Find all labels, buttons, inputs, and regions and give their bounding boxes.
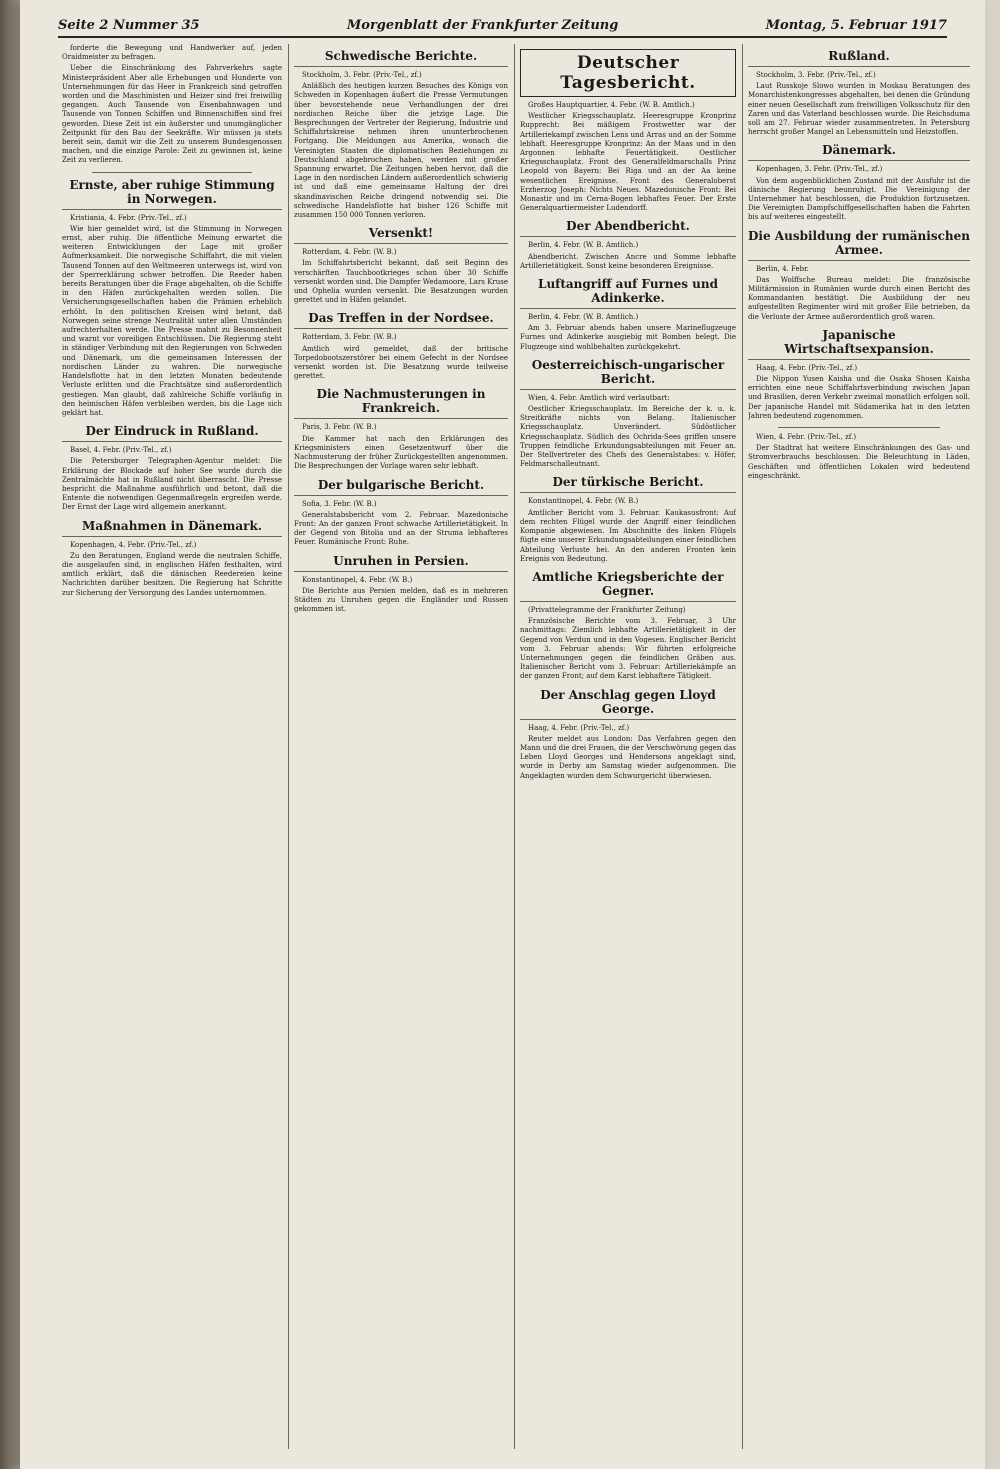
article-body: Die Berichte aus Persien melden, daß es in mehreren Städten zu Unruhen gegen die Engländer und Russen gekommen ist. [294,586,508,614]
article-lead: Kristiania, 4. Febr. (Priv.-Tel., zf.) [70,213,187,222]
article-headline: Der Abendbericht. [520,219,736,237]
article-headline: Die Ausbildung der rumänischen Armee. [748,229,970,261]
article-headline: Der türkische Bericht. [520,475,736,493]
article [748,143,970,222]
article-lead: Wien, 4. Febr. (Priv.-Tel., zf.) [756,433,857,442]
article-body: Zu den Beratungen, England werde die neutralen Schiffe, die ausgelaufen sind, in englischen Häfen festhalten, wird amtlich erklärt, daß die dänischen Reedereien keine Nachrichten darüber besitzen. Die Regierung hat Schritte zur Sicherung der Versorgung des Landes unternommen. [62,551,282,597]
header-masthead: Morgenblatt der Frankfurter Zeitung [346,17,619,33]
article-lead: Rotterdam, 4. Febr. (W. B.) [302,248,397,257]
article-lead: Berlin, 4. Febr. [756,264,809,273]
article-lead: Kopenhagen, 4. Febr. (Priv.-Tel., zf.) [70,540,197,549]
article-headline: Der Anschlag gegen Lloyd George. [520,688,736,720]
article-body: Die Nippon Yusen Kaisha und die Osaka Shosen Kaisha errichten eine neue Schiffahrtsverbindung zwischen Japan und Brasilien, deren Verkehr zweimal monatlich erfolgen soll. Der japanische Handel mit Südamerika hat in den letzten Jahren bedeutend zugenommen. [748,375,970,420]
article [748,328,970,421]
article [520,219,736,271]
article-headline: Unruhen in Persien. [294,554,508,572]
article-headline: Versenkt! [294,226,508,244]
article-body: Amtlich wird gemeldet, daß der britische Torpedobootszerstörer bei einem Gefecht in der Nordsee versenkt worden ist. Die Besatzung wurde teilweise gerettet. [294,344,508,381]
article-body: Oestlicher Kriegsschauplatz. Im Bereiche der k. u. k. Streitkräfte nichts von Belang. Italienischer Kriegsschauplatz. Unverändert. Südöstlicher Kriegsschauplatz. Südlich des Ochrida-Sees griffen unsere Truppen feindliche Erkundungsabteilungen mit Feuer an. Der Stellvertreter des Chefs des Generalstabes: v. Höfer, Feldmarschalleutnant. [520,405,736,469]
article [62,178,282,418]
article-headline: Dänemark. [748,143,970,161]
article [520,570,736,682]
header-date: Montag, 5. Februar 1917 [765,17,947,33]
article-lead: Haag, 4. Febr. (Priv.-Tel., zf.) [528,723,630,732]
article-body: Im Schiffahrtsbericht bekannt, daß seit Beginn des verschärften Tauchbootkrieges schon über 30 Schiffe versenkt worden sind. Die Dampfer Wedamoore, Lars Kruse und Ophelia wurden versenkt. Die Besatzungen wurden gerettet und in Häfen gelandet. [294,259,508,305]
article [520,49,736,213]
article-headline: Der Eindruck in Rußland. [62,424,282,442]
article-headline: Japanische Wirtschaftsexpansion. [748,328,970,360]
article-body: Am 3. Februar abends haben unsere Marineflugzeuge Furnes und Adinkerke ausgiebig mit Bomben belegt. Die Flugzeuge sind wohlbehalten zurückgekehrt. [520,324,736,351]
article-lead: Wien, 4. Febr. Amtlich wird verlautbart: [528,393,670,402]
article-lead: Sofia, 3. Febr. (W. B.) [302,499,377,508]
article-divider [92,172,252,173]
article-headline: Das Treffen in der Nordsee. [294,311,508,329]
article-headline: Oesterreichisch-ungarischer Bericht. [520,358,736,390]
article-headline: Schwedische Berichte. [294,49,508,67]
newspaper-page [20,0,985,1469]
article-body: Von dem augenblicklichen Zustand mit der Ausfuhr ist die dänische Regierung beunruhigt. Die Vereinigung der Unternehmer hat beschlossen, die Produktion fortzusetzen. Die Vereinigten Dampfschiffgesellschaften haben die Fahrten bis auf weiteres eingestellt. [748,176,970,222]
article-lead: Berlin, 4. Febr. (W. B. Amtlich.) [528,241,639,250]
article-lead: Stockholm, 3. Febr. (Priv.-Tel., zf.) [302,71,422,79]
header-page-number: Seite 2 Nummer 35 [58,17,200,33]
column-4 [748,44,970,1449]
article-lead: (Privattelegramme der Frankfurter Zeitung) [528,605,686,614]
article-lead: Paris, 3. Febr. (W. B.) [302,423,377,432]
article [520,277,736,352]
article-lead: Großes Hauptquartier, 4. Febr. (W. B. Amtlich.) [528,101,695,109]
article-body: Ueber die Einschränkung des Fahrverkehrs sagte Ministerpräsident Aber alle Erhebungen und Hunderte von Unternehmungen für das Heer in Frankreich sind getroffen worden und die Maschinisten und Heizer sind frei freiwillig gegangen. Auch Tausende von Eisenbahnwagen und Tausende von Tonnen Schiffen und Binnenschiffen sind frei geworden. Diese Zeit ist ein äußerster und unumgänglicher Zeitpunkt für den Bau der Seekräfte. Wir müssen ja stets bereit sein, damit wir die Zeit zu unserem Bundesgenossen machen, und die einzige Parole: Zeit zu gewinnen ist, keine Zeit zu verlieren. [62,64,282,165]
article [520,688,736,781]
column-rule [288,44,289,1449]
article [748,49,970,137]
article [294,226,508,305]
article-body: Wie hier gemeldet wird, ist die Stimmung in Norwegen ernst, aber ruhig. Die öffentliche Meinung erwartet die weiteren Entwicklungen der Lage mit großer Aufmerksamkeit. Die norwegische Schiffahrt, die mit vielen Tausend Tonnen auf den Weltmeeren unterwegs ist, wird von der Sperrerklärung schwer betroffen. Die Reeder haben bereits Beratungen über die Frage abgehalten, ob die Schiffe in den Häfen zurückgehalten werden sollen. Die Versicherungsgesellschaften haben die Prämien erheblich erhöht. In den politischen Kreisen wird betont, daß Norwegen seine strenge Neutralität unter allen Umständen aufrechterhalten werde. Die Presse mahnt zu Besonnenheit und warnt vor voreiligen Entschlüssen. Die Regierung steht in ständiger Verbindung mit den Regierungen von Schweden und Dänemark, um die gemeinsamen Interessen der nordischen Länder zu wahren. Die norwegische Handelsflotte hat in den letzten Monaten bedeutende Verluste erlitten und die Frachtsätze sind außerordentlich gestiegen. Man glaubt, daß zahlreiche Schiffe vorläufig in den heimischen Häfen verbleiben werden, bis die Lage sich geklärt hat. [62,224,282,417]
article [294,311,508,381]
article [748,433,970,481]
article-headline: Der bulgarische Bericht. [294,478,508,496]
article-lead: Basel, 4. Febr. (Priv.-Tel., zf.) [70,446,172,455]
article-body: Die Kammer hat nach den Erklärungen des Kriegsministers einen Gesetzentwurf über die Nachmusterung der früher Zurückgestellten angenommen. Die Besprechungen der Vorlage waren sehr lebhaft. [294,434,508,471]
article-body: Das Wolffsche Bureau meldet: Die französische Militärmission in Rumänien wurde durch einen Bericht des Kommandanten bestätigt. Die Ausbildung der neu aufgestellten Regimenter wird mit großer Eile betrieben, da die Verluste der Armee außerordentlich groß waren. [748,275,970,321]
article-body: Amtlicher Bericht vom 3. Februar. Kaukasusfront: Auf dem rechten Flügel wurde der Angriff einer feindlichen Kompanie abgewiesen. Im Abschnitte des linken Flügels fügte eine unserer Erkundungsabteilungen einer feindlichen Abteilung Verluste bei. An den anderen Fronten kein Ereignis von Bedeutung. [520,508,736,563]
article [520,358,736,470]
article-body: Anläßlich des heutigen kurzen Besuches des Königs von Schweden in Kopenhagen äußert die Presse Vermutungen über bevorstehende neue Verhandlungen der drei nordischen Reiche über die jetzige Lage. Die Besprechungen der Vertreter der Regierung, Industrie und Schiffahrtskreise nehmen ihren ununterbrochenen Fortgang. Die Meldungen aus Amerika, wonach die Vereinigten Staaten die diplomatischen Beziehungen zu Deutschland abgebrochen haben, werden mit großer Spannung erwartet. Die Zeitungen heben hervor, daß die Lage in den nordischen Ländern außerordentlich schwierig ist und daß eine gemeinsame Haltung der drei skandinavischen Reiche dringend notwendig sei. Die schwedische Handelsflotte hat bisher 126 Schiffe mit zusammen 150 000 Tonnen verloren. [294,82,508,220]
article [520,475,736,563]
article-divider [778,427,940,428]
book-binding-edge [0,0,20,1469]
column-rule [742,44,743,1449]
column-rule [514,44,515,1449]
article [294,387,508,471]
article-lead: Stockholm, 3. Febr. (Priv.-Tel., zf.) [756,71,876,79]
article [748,229,970,322]
article-headline: Ernste, aber ruhige Stimmung in Norwegen. [62,178,282,210]
article-body: Abendbericht. Zwischen Ancre und Somme lebhafte Artillerietätigkeit. Sonst keine besonderen Ereignisse. [520,252,736,270]
article-body: Französische Berichte vom 3. Februar, 3 Uhr nachmittags: Ziemlich lebhafte Artillerietätigkeit in der Gegend von Verdun und in den Vogesen. Englischer Bericht vom 3. Februar abends: Wir führten erfolgreiche Unternehmungen gegen die feindlichen Gräben aus. Italienischer Bericht vom 3. Februar: Artilleriekämpfe an der ganzen Front; auf dem Karst lebhaftere Tätigkeit. [520,617,736,681]
article-body: Die Petersburger Telegraphen-Agentur meldet: Die Erklärung der Blockade auf hoher See wurde durch die Zentralmächte hat in Rußland nicht überrascht. Die Presse bespricht die Maßnahme ausführlich und betont, daß die Entente die notwendigen Gegenmaßregeln ergreifen werde. Der Ernst der Lage wird allgemein anerkannt. [62,457,282,512]
article-continuation [62,44,282,166]
article-headline: Deutscher Tagesbericht. [520,49,736,97]
article [294,478,508,548]
article-headline: Rußland. [748,49,970,67]
article-headline: Die Nachmusterungen in Frankreich. [294,387,508,419]
article-lead: Rotterdam, 3. Febr. (W. B.) [302,333,397,342]
article-headline: Amtliche Kriegsberichte der Gegner. [520,570,736,602]
column-2 [294,44,508,1449]
article-body: Laut Russkoje Slowo wurden in Moskau Beratungen des Monarchistenkongresses abgehalten, bei denen die Gründung einer neuen Gesellschaft zum freiwilligen Volksschutz für den Zaren und das Vaterland beschlossen wurde. Die Reichsduma soll am 27. Februar wieder zusammentreten. In Petersburg herrscht großer Mangel an Lebensmitteln und Heizstoffen. [748,82,970,137]
page-header [58,14,947,38]
article [62,424,282,512]
article-headline: Maßnahmen in Dänemark. [62,519,282,537]
article-body: Der Stadtrat hat weitere Einschränkungen des Gas- und Stromverbrauchs beschlossen. Die Beleuchtung in Läden, Geschäften und öffentlichen Lokalen wird bedeutend eingeschränkt. [748,444,970,480]
article [294,554,508,615]
article-headline: Luftangriff auf Furnes und Adinkerke. [520,277,736,309]
article-lead: Konstantinopel, 4. Febr. (W. B.) [302,575,413,584]
article-lead: Kopenhagen, 3. Febr. (Priv.-Tel., zf.) [756,165,883,174]
article-body: Westlicher Kriegsschauplatz. Heeresgruppe Kronprinz Rupprecht: Bei mäßigem Frostwetter war der Artilleriekampf zwischen Lens und Arras und an der Somme lebhaft. Heeresgruppe Kronprinz: An der Maas und in den Argonnen lebhafte Feuertätigkeit. Oestlicher Kriegsschauplatz. Front des Generalfeldmarschalls Prinz Leopold von Bayern: Bei Riga und an der Aa keine wesentlichen Ereignisse. Front des Generaloberst Erzherzog Joseph: Nichts Neues. Mazedonische Front: Bei Monastir und im Cerna-Bogen lebhaftes Feuer. Der Erste Generalquartiermeister Ludendorff. [520,112,736,213]
article [62,519,282,598]
column-3 [520,44,736,1449]
column-1 [62,44,282,1449]
article-lead: forderte die Bewegung und Handwerker auf, jeden Oraidmeister zu befragen. [62,44,282,62]
article-body: Reuter meldet aus London: Das Verfahren gegen den Mann und die drei Frauen, die der Verschwörung gegen das Leben Lloyd Georges und Hendersons angeklagt sind, wurde in Derby am Samstag wieder aufgenommen. Die Angeklagten wurden dem Schwurgericht überwiesen. [520,734,736,780]
article-lead: Konstantinopel, 4. Febr. (W. B.) [528,497,639,506]
article-body: Generalstabsbericht vom 2. Februar. Mazedonische Front: An der ganzen Front schwache Artillerietätigkeit. In der Gegend von Bitolia und an der Struma lebhafteres Feuer. Rumänische Front: Ruhe. [294,510,508,547]
article [294,49,508,220]
article-lead: Berlin, 4. Febr. (W. B. Amtlich.) [528,313,639,322]
article-lead: Haag, 4. Febr. (Priv.-Tel., zf.) [756,363,858,372]
